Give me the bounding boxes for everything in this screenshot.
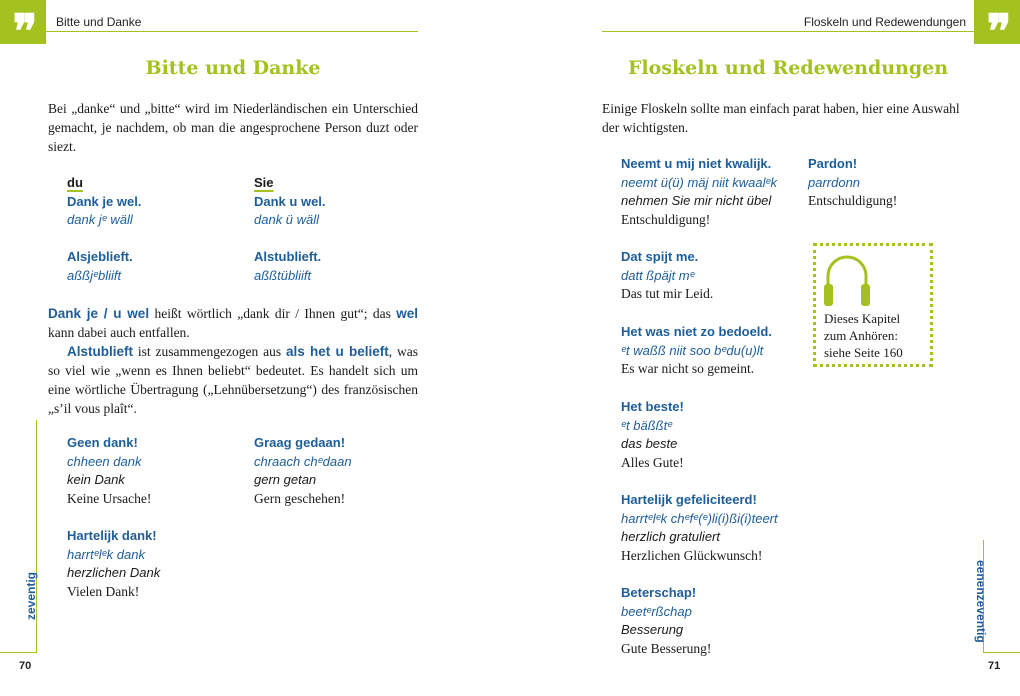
phrase-nl: Geen dank! — [67, 435, 138, 450]
phrase-hartelijk-dank — [67, 527, 160, 601]
phrase-german: Gute Besserung! — [621, 640, 712, 656]
phrase-nl: Het beste! — [621, 399, 684, 414]
phrase-literal: das beste — [621, 436, 678, 452]
phrase-nl: Neemt u mij niet kwalijk. — [621, 156, 772, 171]
phrase-gefeliciteerd — [621, 491, 778, 565]
term: wel — [396, 306, 418, 321]
phrase-nl: Het was niet zo bedoeld. — [621, 324, 772, 339]
phrase-beterschap — [621, 584, 711, 658]
phrase-pronunciation: chheen dank — [67, 453, 142, 469]
phrase-pronunciation: ᵉt bäßßtᵉ — [621, 417, 673, 433]
phrase-german: Herzlichen Glückwunsch! — [621, 547, 763, 563]
term: Dank je / u wel — [48, 306, 150, 321]
header-rule — [46, 31, 418, 32]
audio-hint-line: Dieses Kapitel — [824, 311, 901, 326]
phrase-german: Entschuldigung! — [621, 211, 711, 227]
phrase-literal: herzlichen Dank — [67, 565, 161, 581]
phrase-pronunciation: ᵉt waßß niit soo bᵉdu(u)lt — [621, 342, 764, 358]
phrase-nl: Beterschap! — [621, 585, 697, 600]
phrase-pronunciation: neemt ü(ü) mäj niit kwaalᵉk — [621, 174, 778, 190]
term: als het u belieft — [285, 344, 389, 359]
phrase-pronunciation: aßßtübliift — [254, 267, 312, 283]
page-title-left: Bitte und Danke — [145, 57, 321, 79]
quote-mark-icon: ❞ — [974, 0, 1020, 44]
column-sie — [254, 174, 326, 286]
phrase-nl: Dat spijt me. — [621, 249, 699, 264]
margin-rule — [983, 652, 1020, 653]
phrase-literal: nehmen Sie mir nicht übel — [621, 193, 772, 209]
phrase-nl: Alsjeblieft. — [67, 249, 133, 265]
phrase-pronunciation: datt ßpäjt mᵉ — [621, 267, 695, 283]
phrase-german: Das tut mir Leid. — [621, 286, 714, 302]
phrase-geen-dank — [67, 434, 151, 508]
phrase-literal: herzlich gratuliert — [621, 529, 720, 545]
audio-hint-line: zum Anhören: — [824, 328, 899, 343]
text: , was so viel wie „wenn es Ihnen beliebt“ bedeutet. Es handelt sich um eine wörtliche Übertragung („Lehnübersetzung“) des französischen „s’il vous plaît“. — [48, 344, 418, 416]
phrase-pronunciation: beetᵉrßchap — [621, 603, 692, 619]
phrase-pronunciation: aßßjᵉbliift — [67, 267, 122, 283]
margin-rule — [0, 652, 37, 653]
phrase-german: Alles Gute! — [621, 454, 684, 470]
phrase-german: Es war nicht so gemeint. — [621, 361, 755, 377]
phrase-nl: Hartelijk dank! — [67, 528, 157, 543]
phrase-pronunciation: harrtᵉlᵉk chᵉfᵉ(ᵉ)li(i)ßi(i)teert — [621, 510, 778, 526]
explanation-paragraph-2 — [48, 342, 418, 418]
text: ist zusammengezogen aus — [133, 344, 286, 359]
phrase-neemt-u-mij — [621, 155, 777, 229]
audio-hint-line: siehe Seite 160 — [824, 345, 903, 360]
header-rule — [602, 31, 974, 32]
phrase-nl: Alstublieft. — [254, 249, 322, 265]
text: kann dabei auch entfallen. — [48, 325, 190, 340]
headphones-icon — [822, 250, 872, 310]
intro-paragraph-left: Bei „danke“ und „bitte“ wird im Niederländischen ein Unterschied gemacht, je nachdem, ob man die angesprochene Person duzt oder siezt. — [48, 101, 418, 154]
audio-hint-text — [824, 310, 903, 361]
term: Alstublieft — [67, 344, 133, 359]
phrase-pronunciation: dank jᵉ wäll — [67, 212, 133, 228]
phrase-literal: Besserung — [621, 622, 684, 638]
phrase-german: Vielen Dank! — [67, 583, 140, 599]
running-head-right: Floskeln und Redewendungen — [803, 15, 966, 29]
column-header-sie: Sie — [254, 175, 274, 190]
phrase-nl: Graag gedaan! — [254, 435, 346, 450]
phrase-literal: gern getan — [254, 472, 317, 488]
phrase-nl: Pardon! — [808, 156, 858, 171]
phrase-german: Entschuldigung! — [808, 193, 898, 209]
page-title-right: Floskeln und Redewendungen — [627, 57, 949, 79]
phrase-graag-gedaan — [254, 434, 352, 508]
phrase-pronunciation: chraach chᵉdaan — [254, 453, 352, 469]
side-label-left: zeventig — [24, 571, 38, 620]
explanation-paragraph-1 — [48, 304, 418, 342]
phrase-het-beste — [621, 398, 684, 472]
intro-paragraph-right: Einige Floskeln sollte man einfach parat haben, hier eine Auswahl der wichtigsten. — [602, 101, 960, 135]
phrase-nl: Dank u wel. — [254, 193, 326, 209]
quote-mark-icon: ❞ — [0, 0, 46, 44]
running-head-left: Bitte und Danke — [56, 15, 142, 29]
phrase-pardon — [808, 155, 897, 211]
phrase-pronunciation: dank ü wäll — [254, 212, 320, 228]
page-number-right: 71 — [988, 660, 1001, 672]
page-number-left: 70 — [19, 660, 32, 672]
phrase-het-was-niet — [621, 323, 772, 379]
phrase-pronunciation: harrtᵉlᵉk dank — [67, 546, 145, 562]
phrase-dat-spijt-me — [621, 248, 713, 304]
column-header-du: du — [67, 175, 83, 190]
column-du — [67, 174, 141, 286]
phrase-german: Keine Ursache! — [67, 490, 152, 506]
audio-hint-box — [813, 243, 933, 367]
phrase-nl: Hartelijk gefeliciteerd! — [621, 492, 757, 507]
phrase-literal: kein Dank — [67, 472, 125, 488]
phrase-german: Gern geschehen! — [254, 490, 346, 506]
text: heißt wörtlich „dank dir / Ihnen gut“; das — [149, 306, 397, 321]
phrase-pronunciation: parrdonn — [808, 174, 861, 190]
phrase-nl: Dank je wel. — [67, 193, 142, 209]
side-label-right: eenenzeventig — [974, 560, 988, 643]
